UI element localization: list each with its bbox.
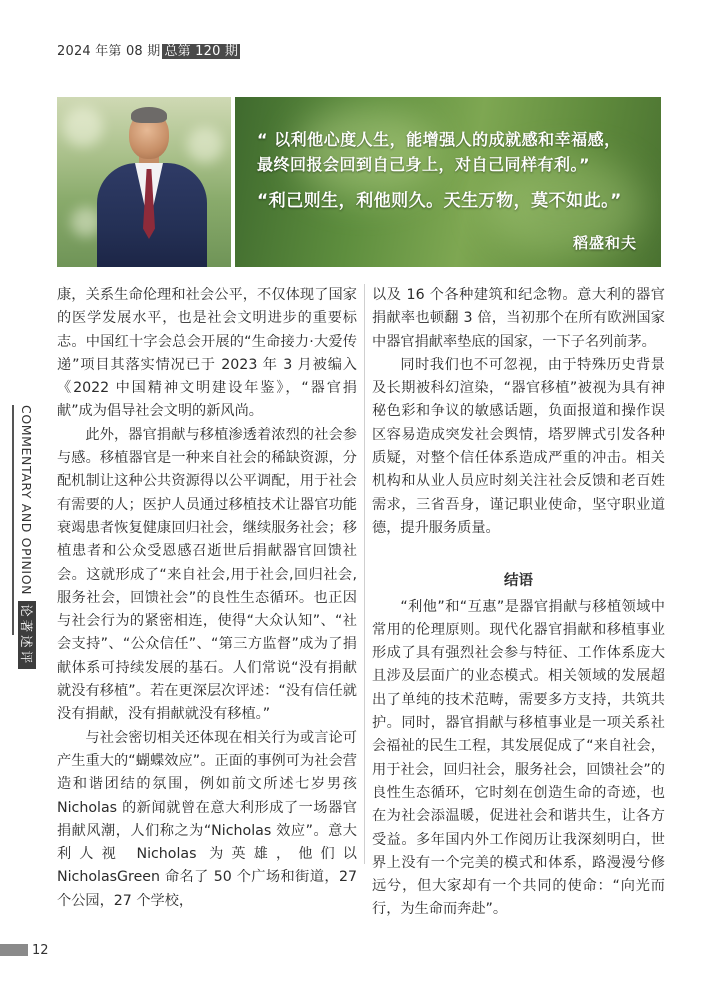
person-hair	[131, 107, 167, 123]
page-number: 12	[32, 942, 49, 958]
side-text	[18, 405, 36, 669]
left-paragraph-1: 康，关系生命伦理和社会公平，不仅体现了国家的医学发展水平，也是社会文明进步的重要标志。中国红十字会总会开展的“生命接力·大爱传递”项目其落实情况已于 2023 年 3 月被编入《2022 中国精神文明建设年鉴》，“器官捐献”成为倡导社会文明的新风尚。	[57, 287, 357, 420]
column-divider	[364, 284, 365, 864]
side-label-cn: 论著述评	[18, 601, 36, 669]
side-label-en: COMMENTARY AND OPINION	[19, 405, 34, 596]
right-column	[372, 284, 665, 922]
right-paragraph-3: “利他”和“互惠”是器官捐献与移植领域中常用的伦理原则。现代化器官捐献和移植事业形成了具有强烈社会参与特征、工作体系庞大且涉及层面广的业态模式。相关领域的发展超出了单纯的技术范畴，需要多方支持，共筑共护。同时，器官捐献与移植事业是一项关系社会福祉的民生工程，其发展促成了“来自社会，用于社会，回归社会，服务社会，回馈社会”的良性生态循环，它时刻在创造生命的奇迹，也在为社会添温暖，促进社会和谐共生，让各方受益。多年国内外工作阅历让我深刻明白，世界上没有一个完美的模式和体系，路漫漫兮修远兮，但大家却有一个共同的使命：“向光而行，为生命而奔赴”。	[372, 598, 665, 918]
quote-banner	[235, 97, 661, 267]
section-heading: 结语	[504, 573, 533, 590]
quote-line-2: 最终回报会回到自己身上，对自己同样有利。”	[257, 155, 591, 174]
left-paragraph-2: 此外，器官捐献与移植渗透着浓烈的社会参与感。移植器官是一种来自社会的稀缺资源，分配机制让这种公共资源得以公平调配，用于社会有需要的人；医护人员通过移植技术让器官功能衰竭患者恢复健康回归社会，继续服务社会；移植患者和公众受恩感召逝世后捐献器官回馈社会。这就形成了“来自社会,用于社会,回归社会,服务社会，回馈社会”的良性生态循环。也正因与社会行为的紧密相连，使得“大众认知”、“社会支持”、“公众信任”、“第三方监督”成为了捐献体系可持续发展的基石。人们常说“没有捐献就没有移植”。若在更深层次评述：“没有信任就没有捐献，没有捐献就没有移植。”	[57, 426, 357, 723]
issue-prefix: 2024 年第 08 期	[57, 44, 161, 59]
quote-author: 稻盛和夫	[572, 234, 637, 252]
side-divider	[12, 405, 14, 635]
bokeh-light	[63, 107, 103, 147]
portrait-photo	[57, 97, 231, 267]
right-paragraph-2: 同时我们也不可忽视，由于特殊历史背景及长期被科幻渲染，“器官移植”被视为具有神秘色彩和争议的敏感话题，负面报道和操作误区容易造成突发社会舆情，塔罗牌式引发各种质疑，对整个信任体系造成严重的冲击。相关机构和从业人员应时刻关注社会反馈和老百姓需求，三省吾身，谨记职业使命，坚守职业道德，提升服务质量。	[372, 356, 665, 536]
issue-line	[57, 40, 240, 59]
quote-line-1: “ 以利他心度人生，能增强人的成就感和幸福感，	[257, 130, 621, 149]
right-paragraph-1: 以及 16 个各种建筑和纪念物。意大利的器官捐献率也顿翻 3 倍，当初那个在所有欧洲国家中器官捐献率垫底的国家，一下子名列前茅。	[372, 287, 665, 350]
bokeh-light	[187, 127, 223, 163]
section-side-label	[12, 405, 34, 667]
left-column	[57, 284, 357, 913]
issue-total-badge: 总第 120 期	[164, 44, 239, 59]
quote-line-3: “利己则生，利他则久。天生万物，莫不如此。”	[257, 191, 622, 211]
page-bar	[0, 944, 28, 956]
left-paragraph-3: 与社会密切相关还体现在相关行为或言论可产生重大的“蝴蝶效应”。正面的事例可为社会营造和谐团结的氛围，例如前文所述七岁男孩 Nicholas 的新闻就曾在意大利形成了一场器官捐献风潮，人们称之为“Nicholas 效应”。意大利人视 Nicholas 为英雄，他们以 NicholasGreen 命名了 50 个广场和街道，27 个公园，27 个学校，	[57, 729, 357, 909]
page-footer	[0, 943, 49, 957]
